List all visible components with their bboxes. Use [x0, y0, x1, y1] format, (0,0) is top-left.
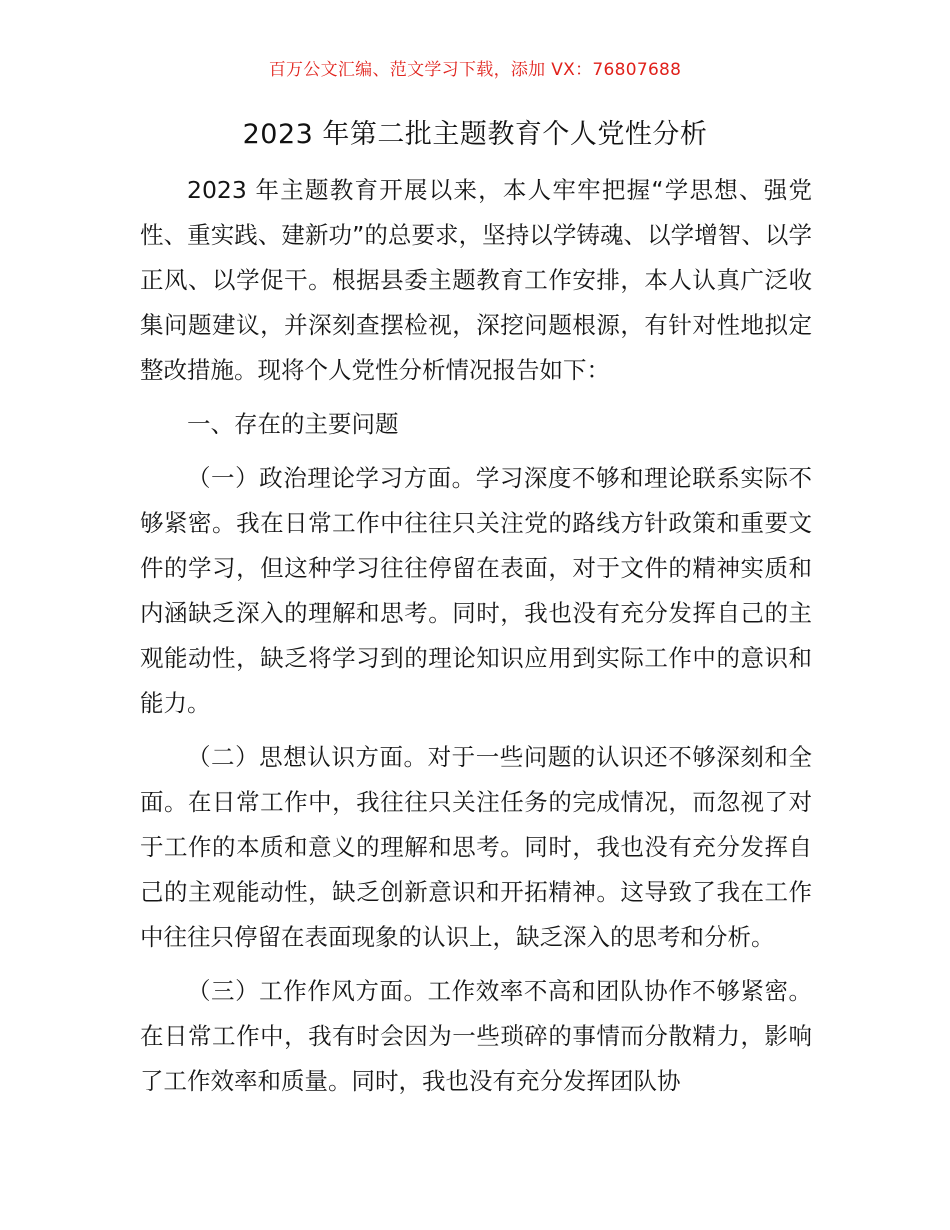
intro-paragraph: 2023 年主题教育开展以来，本人牢牢把握“学思想、强党性、重实践、建新功”的总要求，坚持以学铸魂、以学增智、以学正风、以学促干。根据县委主题教育工作安排，本人认真广泛收集问题建议，并深刻查摆检视，深挖问题根源，有针对性地拟定整改措施。现将个人党性分析情况报告如下：	[140, 176, 812, 384]
document-title: 2023 年第二批主题教育个人党性分析	[242, 119, 708, 150]
watermark-banner: 百万公文汇编、范文学习下载，添加 VX：76807688	[268, 60, 682, 80]
section-heading: 一、存在的主要问题	[187, 410, 399, 438]
issue-paragraph-work-style: （三）工作作风方面。工作效率不高和团队协作不够紧密。在日常工作中，我有时会因为一些琐碎的事情而分散精力，影响了工作效率和质量。同时，我也没有充分发挥团队协	[140, 977, 812, 1095]
document-body	[140, 168, 812, 1104]
issue-paragraph-political-theory: （一）政治理论学习方面。学习深度不够和理论联系实际不够紧密。我在日常工作中往往只关注党的路线方针政策和重要文件的学习，但这种学习往往停留在表面，对于文件的精神实质和内涵缺乏深入的理解和思考。同时，我也没有充分发挥自己的主观能动性，缺乏将学习到的理论知识应用到实际工作中的意识和能力。	[140, 464, 812, 717]
issue-paragraph-ideology: （二）思想认识方面。对于一些问题的认识还不够深刻和全面。在日常工作中，我往往只关注任务的完成情况，而忽视了对于工作的本质和意义的理解和思考。同时，我也没有充分发挥自己的主观能动性，缺乏创新意识和开拓精神。这导致了我在工作中往往只停留在表面现象的认识上，缺乏深入的思考和分析。	[140, 743, 812, 951]
